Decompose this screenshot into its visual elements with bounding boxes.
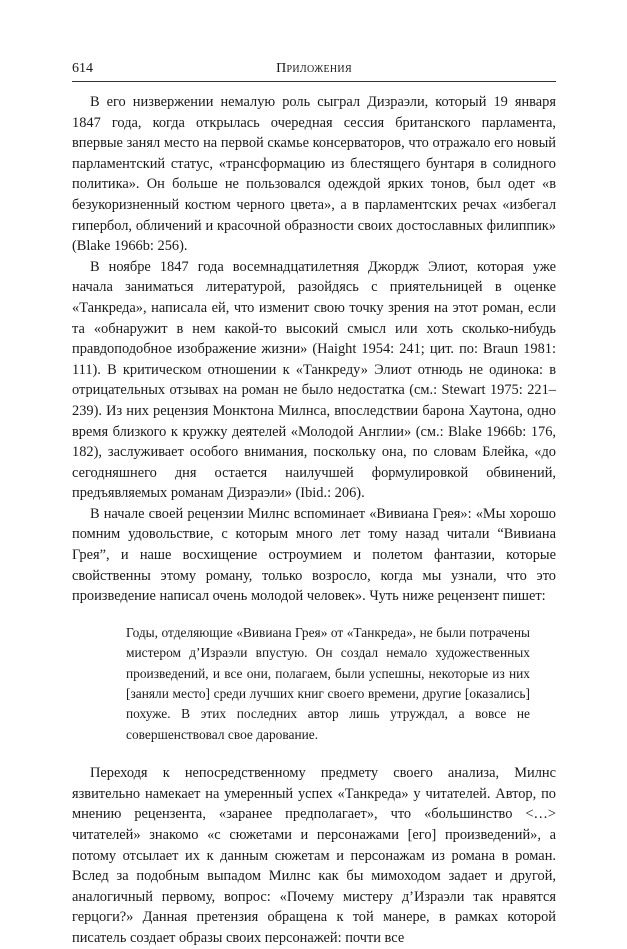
running-head: Приложения	[276, 61, 352, 76]
block-quote: Годы, отделяющие «Вивиана Грея» от «Танкреда», не были потрачены мистером д’Израэли впустую. Он создал немало художественных произведений, и все они, полагаем, были успешны, некоторые из них [заняли место] среди лучших книг своего времени, другие [оказались] похуже. В этих последних автор лишь утруждал, а вовсе не совершенствовал свое дарование.	[126, 624, 530, 742]
paragraph: В начале своей рецензии Милнс вспоминает «Вивиана Грея»: «Мы хорошо помним удовольствие, с которым много лет тому назад читали “Вивиана Грея”, и наше восхищение остроумием и полетом фантазии, которые свойственны этому роману, только возросло, когда мы узнали, что это произведение написал очень молодой человек». Чуть ниже рецензент пишет:	[72, 505, 556, 605]
page-header	[72, 59, 556, 81]
body-text	[72, 92, 556, 949]
page-number: 614	[72, 61, 93, 76]
header-rule	[72, 81, 556, 82]
paragraph: В его низвержении немалую роль сыграл Дизраэли, который 19 января 1847 года, когда открылась очередная сессия британского парламента, впервые занял место на первой скамье консерваторов, что отражало его новый парламентский статус, «трансформацию из блестящего бунтаря в солидного политика». Он больше не пользовался одеждой ярких тонов, был одет «в безукоризненный костюм черного цвета», а в парламентских речах «избегал гипербол, обличений и красочной образности своих достославных филиппик» (Blake 1966b: 256).	[72, 94, 556, 255]
paragraph: В ноябре 1847 года восемнадцатилетняя Джордж Элиот, которая уже начала заниматься литературой, разойдясь с приятельницей в оценке «Танкреда», написала ей, что изменит свою точку зрения на этот роман, если та «обнаружит в нем какой-то высокий смысл или хоть сколько-нибудь правдоподобное изображение жизни» (Haight 1954: 241; цит. по: Braun 1981: 111). В критическом отношении к «Танкреду» Элиот отнюдь не одинока: в отрицательных отзывах на роман не было недостатка (см.: Stewart 1975: 221–239). Из них рецензия Монктона Милнса, впоследствии барона Хаутона, одно время близкого к кружку деятелей «Молодой Англии» (см.: Blake 1966b: 176, 182), заслуживает особого внимания, поскольку она, по словам Блейка, «до сегодняшнего дня остается наилучшей формулировкой обвинений, предъявляемых романам Дизраэли» (Ibid.: 206).	[72, 258, 556, 502]
paragraph: Переходя к непосредственному предмету своего анализа, Милнс язвительно намекает на умеренный успех «Танкреда» у читателей. Автор, по мнению рецензента, «заранее предполагает», что «большинство <…> читателей» знакомо «с сюжетами и персонажами [его] произведений», а потому отсылает их к данным сюжетам и персонажам из романа в роман. Вслед за подобным выпадом Милнс как бы мимоходом задает и другой, аналогичный первому, вопрос: «Почему мистеру д’Израэли так нравятся герцоги?» Данная претензия обращена к той манере, в рамках которой писатель создает образы своих персонажей: почти все	[72, 765, 556, 947]
